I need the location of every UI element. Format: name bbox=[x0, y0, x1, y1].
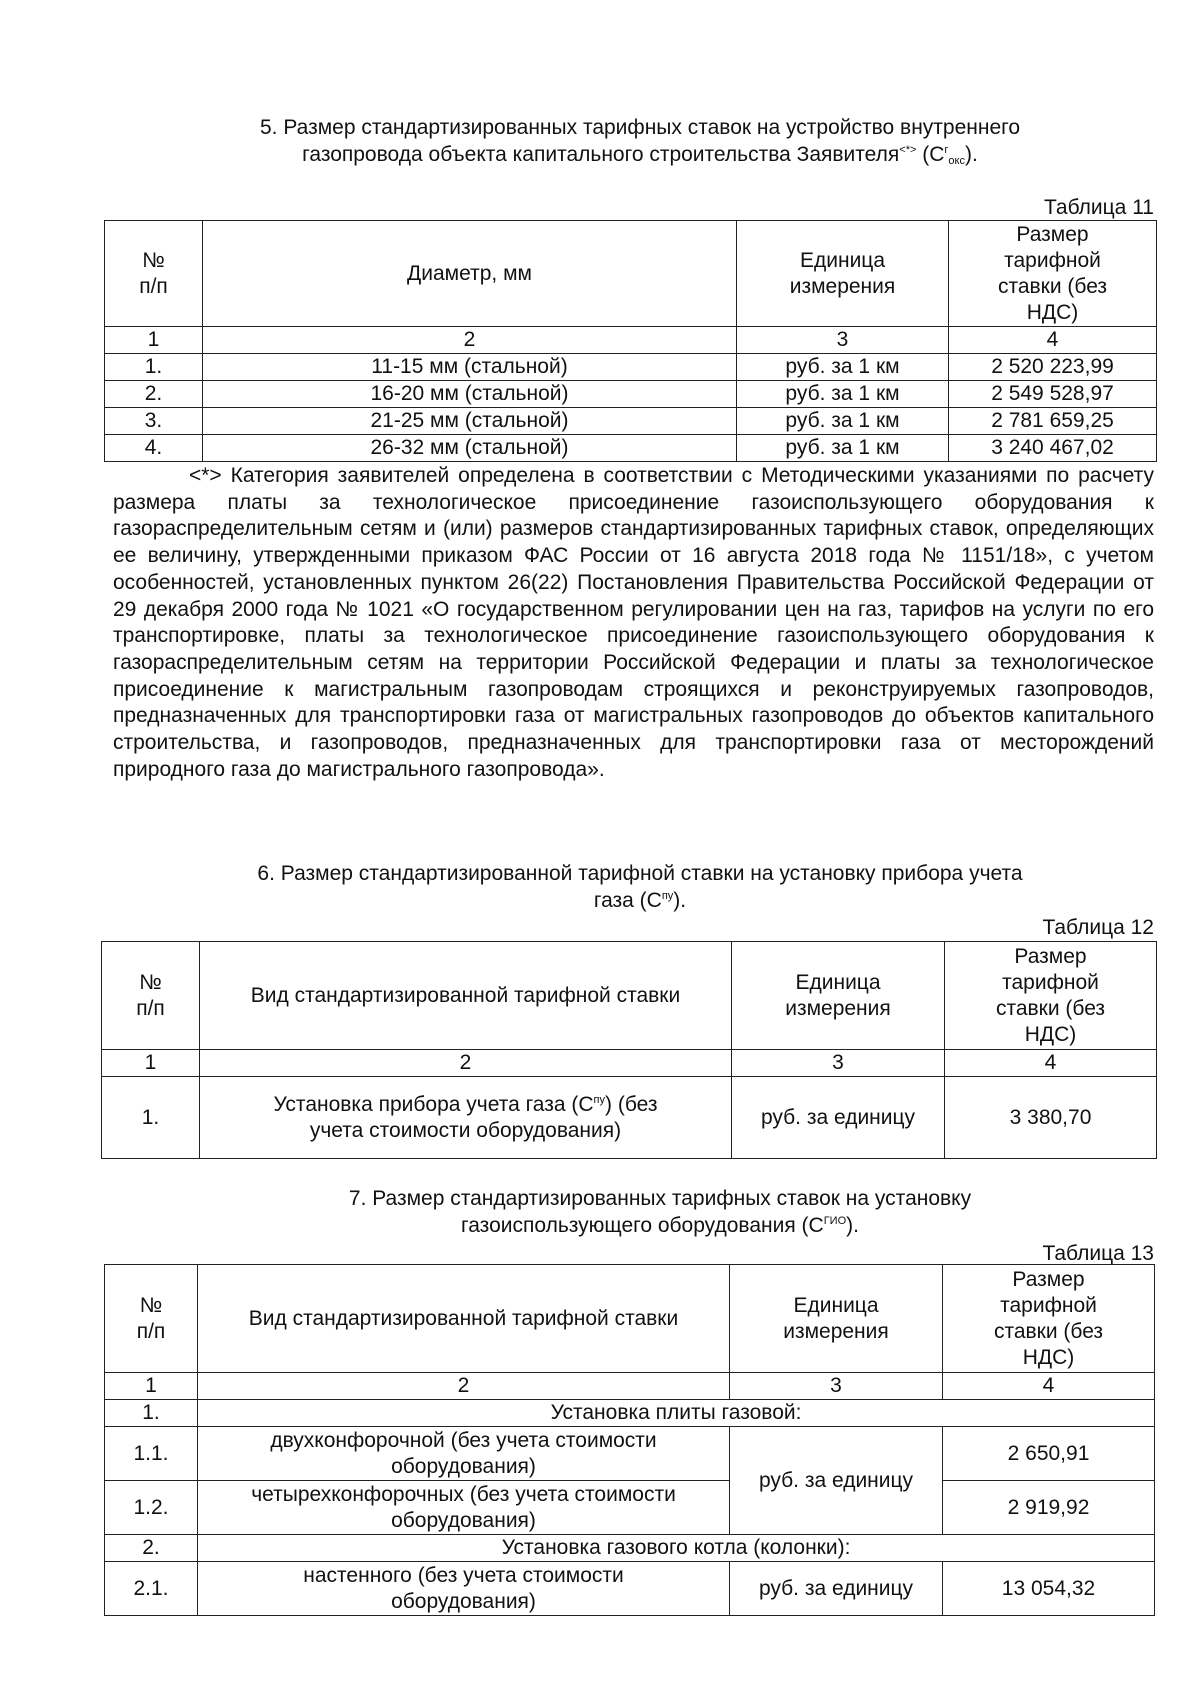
table12-header-type: Вид стандартизированной тарифной ставки bbox=[200, 942, 732, 1050]
table12-header-num: № п/п bbox=[102, 942, 200, 1050]
table11 bbox=[104, 220, 1157, 462]
table12-colnum-row bbox=[102, 1050, 1157, 1077]
table11-row4-value: 3 240 467,02 bbox=[949, 435, 1157, 462]
table12-label: Таблица 12 bbox=[1042, 916, 1154, 939]
table11-colnum-row bbox=[105, 327, 1157, 354]
table11-row1-num: 1. bbox=[105, 354, 203, 381]
table11-row1-name: 11-15 мм (стальной) bbox=[203, 354, 737, 381]
table13-row21-unit: руб. за единицу bbox=[730, 1562, 943, 1616]
section5-heading bbox=[150, 114, 1130, 168]
table11-colnum-3: 3 bbox=[737, 327, 949, 354]
table13-colnum-row bbox=[105, 1373, 1155, 1400]
section6-heading bbox=[150, 860, 1130, 914]
table13-colnum-4: 4 bbox=[943, 1373, 1155, 1400]
table13-row21-value: 13 054,32 bbox=[943, 1562, 1155, 1616]
table13-colnum-3: 3 bbox=[730, 1373, 943, 1400]
section5-heading-line2: газопровода объекта капитального строительства Заявителя<*> $(С^г_{окс})$. bbox=[302, 143, 978, 167]
table11-row3-name: 21-25 мм (стальной) bbox=[203, 408, 737, 435]
table13-group2-row bbox=[105, 1535, 1155, 1562]
table13-header-row bbox=[105, 1265, 1155, 1373]
table13-header-unit: Единица измерения bbox=[730, 1265, 943, 1373]
section5-heading-line1: 5. Размер стандартизированных тарифных ставок на устройство внутреннего bbox=[259, 116, 1021, 139]
table13-row12-name: четырехконфорочных (без учета стоимости оборудования) bbox=[198, 1481, 730, 1535]
footnote-paragraph bbox=[113, 463, 1154, 783]
table12-colnum-2: 2 bbox=[200, 1050, 732, 1077]
table11-colnum-1: 1 bbox=[105, 327, 203, 354]
table12-colnum-3: 3 bbox=[732, 1050, 945, 1077]
table11-header-rate: Размер тарифной ставки (без НДС) bbox=[949, 221, 1157, 327]
table12-row1-name: Установка прибора учета газа $(С^{пу})$ (без учета стоимости оборудования) bbox=[200, 1077, 732, 1159]
table12-colnum-4: 4 bbox=[945, 1050, 1157, 1077]
table-row bbox=[105, 381, 1157, 408]
table11-header-row bbox=[105, 221, 1157, 327]
section6-heading-line2: газа $(С^{пу})$. bbox=[593, 889, 687, 912]
table11-row3-value: 2 781 659,25 bbox=[949, 408, 1157, 435]
table11-header-unit: Единица измерения bbox=[737, 221, 949, 327]
table11-row4-num: 4. bbox=[105, 435, 203, 462]
table13-header-type: Вид стандартизированной тарифной ставки bbox=[198, 1265, 730, 1373]
table11-row3-unit: руб. за 1 км bbox=[737, 408, 949, 435]
table11-row2-value: 2 549 528,97 bbox=[949, 381, 1157, 408]
table13-header-rate: Размер тарифной ставки (без НДС) bbox=[943, 1265, 1155, 1373]
table13-row12-value: 2 919,92 bbox=[943, 1481, 1155, 1535]
table13-row11-num: 1.1. bbox=[105, 1427, 198, 1481]
table-row bbox=[105, 1481, 1155, 1535]
footnote-text: <*> Категория заявителей определена в соответствии с Методическими указаниями по расчету размера платы за технологическое присоединение газоиспользующего оборудования к газораспределительным сетям и (или) размеров стандартизированных тарифных ставок, определяющих ее величину, утвержденными приказом ФАС России от 16 августа 2018 года № 1151/18», с учетом особенностей, установленных пунктом 26(22) Постановления Правительства Российской Федерации от 29 декабря 2000 года № 1021 «О государственном регулировании цен на газ, тарифов на услуги по его транспортировке, платы за технологическое присоединение газоиспользующего оборудования к газораспределительным сетям на территории Российской Федерации и платы за технологическое присоединение к магистральным газопроводам строящихся и реконструируемых газопроводов, предназначенных для транспортировки газа от магистральных газопроводов до объектов капитального строительства, и газопроводов, предназначенных для транспортировки газа от месторождений природного газа до магистрального газопровода». bbox=[113, 464, 1154, 781]
table12-header-unit: Единица измерения bbox=[732, 942, 945, 1050]
table12 bbox=[101, 941, 1157, 1159]
table13-colnum-1: 1 bbox=[105, 1373, 198, 1400]
table13-shared-unit: руб. за единицу bbox=[730, 1427, 943, 1535]
table13-row21-num: 2.1. bbox=[105, 1562, 198, 1616]
table-row bbox=[105, 435, 1157, 462]
table12-header-rate: Размер тарифной ставки (без НДС) bbox=[945, 942, 1157, 1050]
table-row bbox=[102, 1077, 1157, 1159]
section7-heading-line1: 7. Размер стандартизированных тарифных ставок на установку bbox=[348, 1187, 972, 1210]
table11-row4-name: 26-32 мм (стальной) bbox=[203, 435, 737, 462]
table12-header-row bbox=[102, 942, 1157, 1050]
table11-row1-value: 2 520 223,99 bbox=[949, 354, 1157, 381]
table13-group2-num: 2. bbox=[105, 1535, 198, 1562]
table13-row11-name: двухконфорочной (без учета стоимости оборудования) bbox=[198, 1427, 730, 1481]
table13-colnum-2: 2 bbox=[198, 1373, 730, 1400]
table11-row4-unit: руб. за 1 км bbox=[737, 435, 949, 462]
table13-header-num: № п/п bbox=[105, 1265, 198, 1373]
table11-row1-unit: руб. за 1 км bbox=[737, 354, 949, 381]
table11-header-diameter: Диаметр, мм bbox=[203, 221, 737, 327]
table11-row2-name: 16-20 мм (стальной) bbox=[203, 381, 737, 408]
table11-row2-unit: руб. за 1 км bbox=[737, 381, 949, 408]
table-row bbox=[105, 1562, 1155, 1616]
table-row bbox=[105, 354, 1157, 381]
table13-group1-title: Установка плиты газовой: bbox=[198, 1400, 1155, 1427]
table13-row12-num: 1.2. bbox=[105, 1481, 198, 1535]
table-row bbox=[105, 408, 1157, 435]
table11-header-num: № п/п bbox=[105, 221, 203, 327]
table12-row1-value: 3 380,70 bbox=[945, 1077, 1157, 1159]
table-row bbox=[105, 1427, 1155, 1481]
table11-colnum-4: 4 bbox=[949, 327, 1157, 354]
table13 bbox=[104, 1264, 1155, 1616]
section7-heading bbox=[170, 1185, 1150, 1239]
table13-group2-title: Установка газового котла (колонки): bbox=[198, 1535, 1155, 1562]
table13-label: Таблица 13 bbox=[1042, 1242, 1154, 1265]
table13-group1-row bbox=[105, 1400, 1155, 1427]
table13-row11-value: 2 650,91 bbox=[943, 1427, 1155, 1481]
table11-row3-num: 3. bbox=[105, 408, 203, 435]
section7-heading-line2: газоиспользующего оборудования $(С^{ГИО})$. bbox=[461, 1214, 859, 1237]
table11-colnum-2: 2 bbox=[203, 327, 737, 354]
table13-row21-name: настенного (без учета стоимости оборудования) bbox=[198, 1562, 730, 1616]
table13-group1-num: 1. bbox=[105, 1400, 198, 1427]
section6-heading-line1: 6. Размер стандартизированной тарифной ставки на установку прибора учета bbox=[257, 862, 1023, 885]
table12-row1-unit: руб. за единицу bbox=[732, 1077, 945, 1159]
table11-label: Таблица 11 bbox=[1044, 196, 1154, 219]
table12-row1-num: 1. bbox=[102, 1077, 200, 1159]
table11-row2-num: 2. bbox=[105, 381, 203, 408]
table12-colnum-1: 1 bbox=[102, 1050, 200, 1077]
